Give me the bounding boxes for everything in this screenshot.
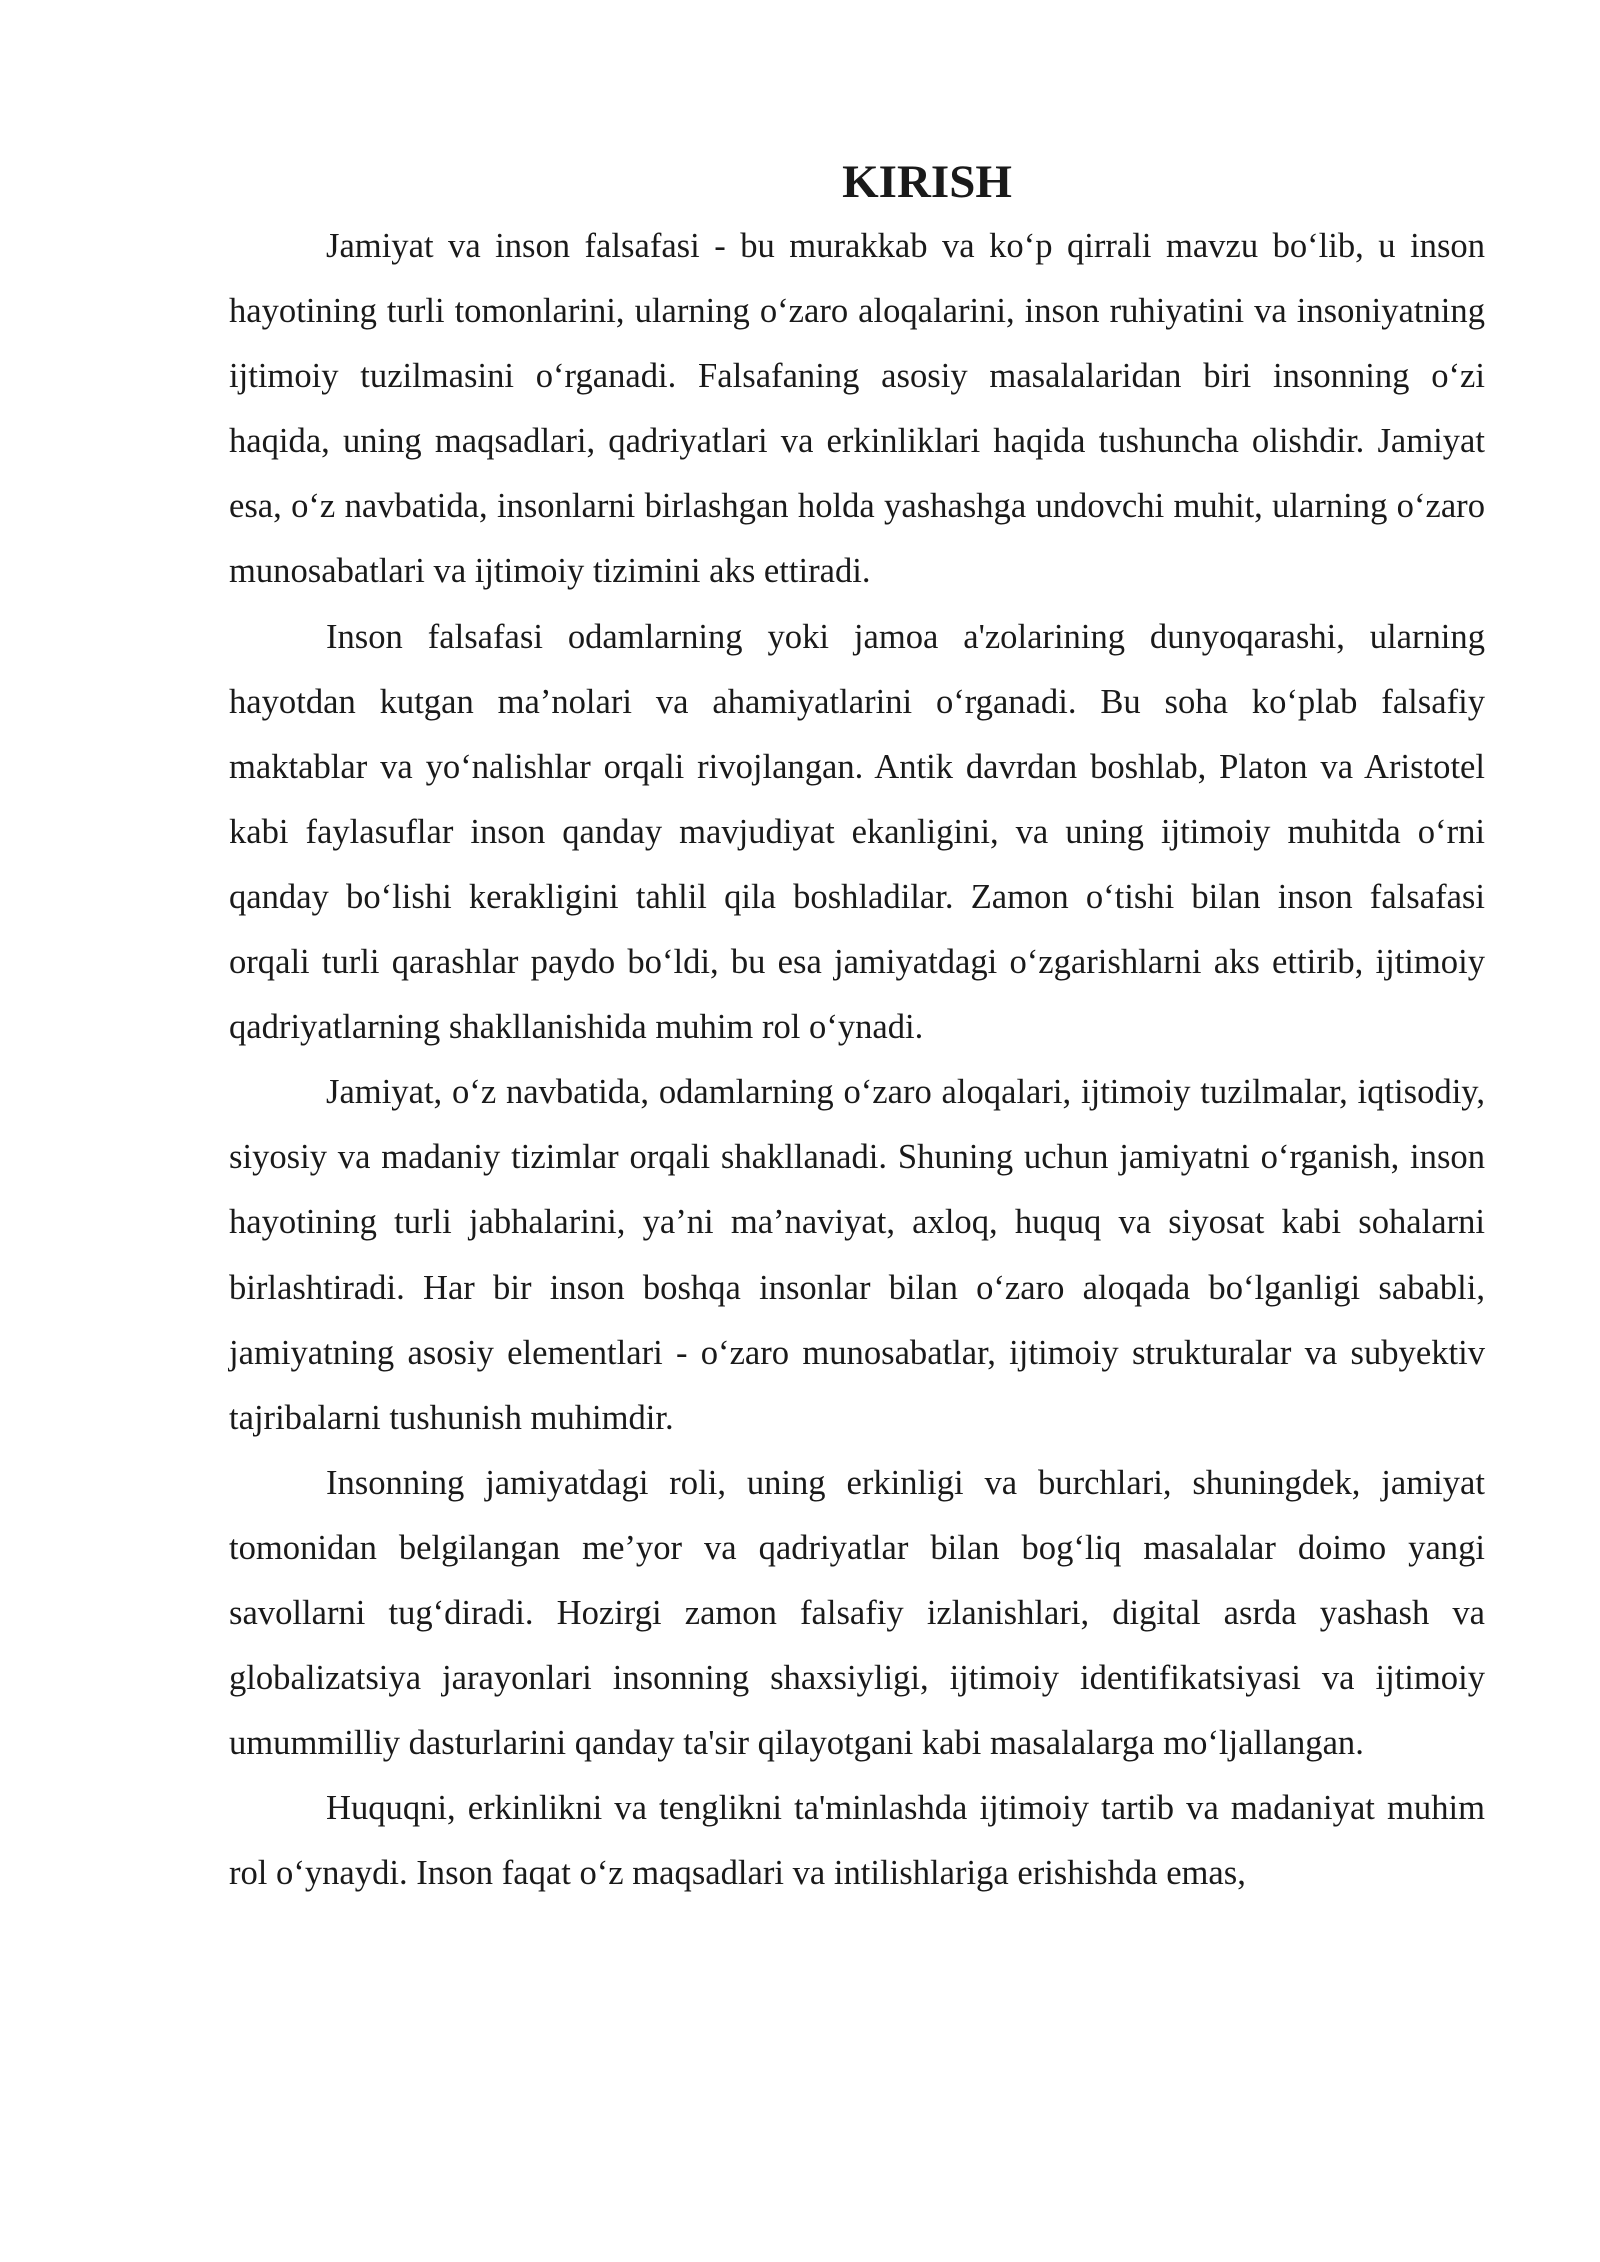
document-page (229, 150, 1485, 1906)
paragraph-5: Huquqni, erkinlikni va tenglikni ta'minlashda ijtimoiy tartib va madaniyat muhim rol o‘ynaydi. Inson faqat o‘z maqsadlari va intilishlariga erishishda emas, (229, 1789, 1485, 1893)
paragraph-1: Jamiyat va inson falsafasi - bu murakkab va ko‘p qirrali mavzu bo‘lib, u inson hayotining turli tomonlarini, ularning o‘zaro aloqalarini, inson ruhiyatini va insoniyatning ijtimoiy tuzilmasini o‘rganadi. Falsafaning asosiy masalalaridan biri insonning o‘zi haqida, uning maqsadlari, qadriyatlari va erkinliklari haqida tushuncha olishdir. Jamiyat esa, o‘z navbatida, insonlarni birlashgan holda yashashga undovchi muhit, ularning o‘zaro munosabatlari va ijtimoiy tizimini aks ettiradi. (229, 227, 1485, 591)
paragraph-3: Jamiyat, o‘z navbatida, odamlarning o‘zaro aloqalari, ijtimoiy tuzilmalar, iqtisodiy, siyosiy va madaniy tizimlar orqali shakllanadi. Shuning uchun jamiyatni o‘rganish, inson hayotining turli jabhalarini, ya’ni ma’naviyat, axloq, huquq va siyosat kabi sohalarni birlashtiradi. Har bir inson boshqa insonlar bilan o‘zaro aloqada bo‘lganligi sababli, jamiyatning asosiy elementlari - o‘zaro munosabatlar, ijtimoiy strukturalar va subyektiv tajribalarni tushunish muhimdir. (229, 1073, 1485, 1437)
paragraph-4: Insonning jamiyatdagi roli, uning erkinligi va burchlari, shuningdek, jamiyat tomonidan belgilangan me’yor va qadriyatlar bilan bog‘liq masalalar doimo yangi savollarni tug‘diradi. Hozirgi zamon falsafiy izlanishlari, digital asrda yashash va globalizatsiya jarayonlari insonning shaxsiyligi, ijtimoiy identifikatsiyasi va ijtimoiy umummilliy dasturlarini qanday ta'sir qilayotgani kabi masalalarga mo‘ljallangan. (229, 1463, 1485, 1763)
paragraph-2: Inson falsafasi odamlarning yoki jamoa a'zolarining dunyoqarashi, ularning hayotdan kutgan ma’nolari va ahamiyatlarini o‘rganadi. Bu soha ko‘plab falsafiy maktablar va yo‘nalishlar orqali rivojlangan. Antik davrdan boshlab, Platon va Aristotel kabi faylasuflar inson qanday mavjudiyat ekanligini, va uning ijtimoiy muhitda o‘rni qanday bo‘lishi kerakligini tahlil qila boshladilar. Zamon o‘tishi bilan inson falsafasi orqali turli qarashlar paydo bo‘ldi, bu esa jamiyatdagi o‘zgarishlarni aks ettirib, ijtimoiy qadriyatlarning shakllanishida muhim rol o‘ynadi. (229, 617, 1485, 1047)
page-title: KIRISH (842, 156, 1012, 208)
